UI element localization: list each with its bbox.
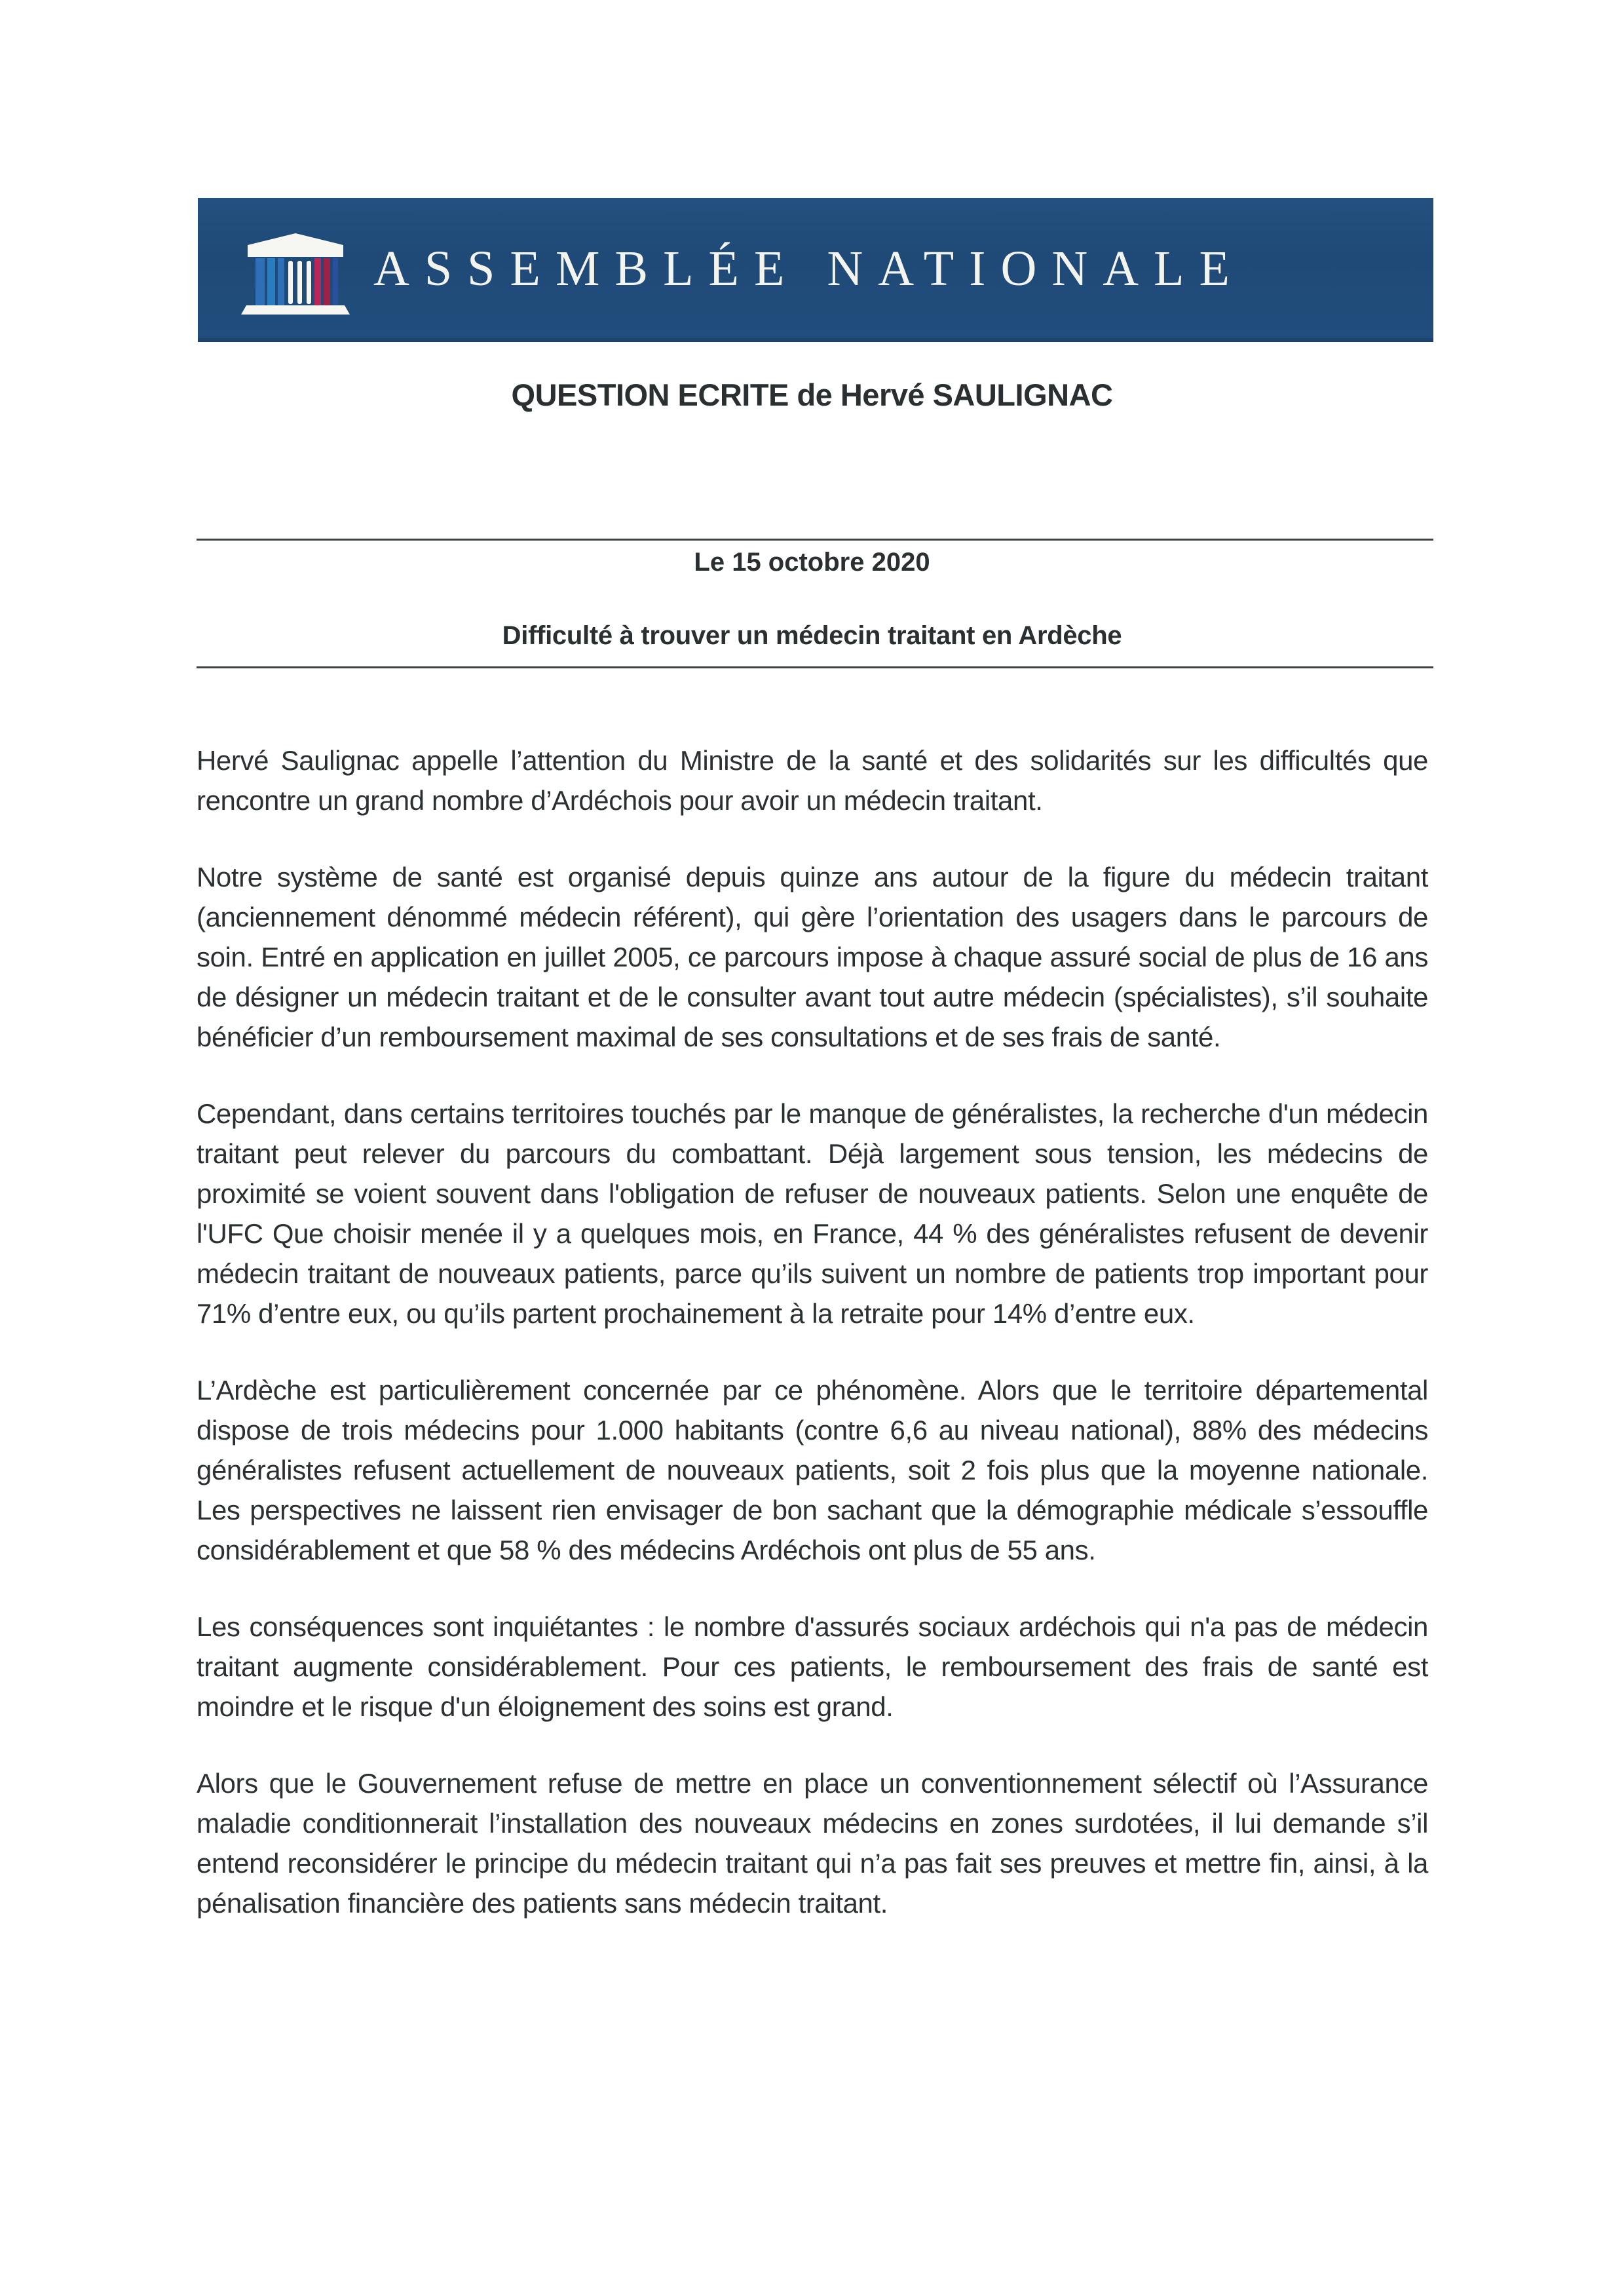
document-body <box>197 740 1428 1960</box>
paragraph-shortage: Cependant, dans certains territoires touchés par le manque de généralistes, la recherche d'un médecin traitant peut relever du parcours du combattant. Déjà largement sous tension, les médecins de proximité se voient souvent dans l'obligation de refuser de nouveaux patients. Selon une enquête de l'UFC Que choisir menée il y a quelques mois, en France, 44 % des généralistes refusent de devenir médecin traitant de nouveaux patients, parce qu’ils suivent un nombre de patients trop important pour 71% d’entre eux, ou qu’ils partent prochainement à la retraite pour 14% d’entre eux. <box>197 1098 1428 1329</box>
paragraph-system: Notre système de santé est organisé depuis quinze ans autour de la figure du médecin traitant (anciennement dénommé médecin référent), qui gère l’orientation des usagers dans le parcours de soin. Entré en application en juillet 2005, ce parcours impose à chaque assuré social de plus de 16 ans de désigner un médecin traitant et de le consulter avant tout autre médecin (spécialistes), s’il souhaite bénéficier d’un remboursement maximal de ses consultations et de ses frais de santé. <box>197 862 1428 1052</box>
bottom-divider <box>197 666 1433 668</box>
parliament-building-icon <box>241 232 350 315</box>
paragraph-consequences: Les conséquences sont inquiétantes : le nombre d'assurés sociaux ardéchois qui n'a pas de médecin traitant augmente considérablement. Pour ces patients, le remboursement des frais de santé est moindre et le risque d'un éloignement des soins est grand. <box>197 1611 1428 1722</box>
document-title: QUESTION ECRITE de Hervé SAULIGNAC <box>511 377 1113 412</box>
paragraph-request: Alors que le Gouvernement refuse de mettre en place un conventionnement sélectif où l’Assurance maladie conditionnerait l’installation des nouveaux médecins en zones surdotées, il lui demande s’il entend reconsidérer le principe du médecin traitant qui n’a pas fait ses preuves et mettre fin, ainsi, à la pénalisation financière des patients sans médecin traitant. <box>197 1768 1428 1919</box>
top-divider <box>197 539 1433 541</box>
paragraph-ardeche: L’Ardèche est particulièrement concernée par ce phénomène. Alors que le territoire départemental dispose de trois médecins pour 1.000 habitants (contre 6,6 au niveau national), 88% des médecins généralistes refusent actuellement de nouveaux patients, soit 2 fois plus que la moyenne nationale. Les perspectives ne laissent rien envisager de bon sachant que la démographie médicale s’essouffle considérablement et que 58 % des médecins Ardéchois ont plus de 55 ans. <box>197 1375 1428 1565</box>
paragraph-intro: Hervé Saulignac appelle l’attention du Ministre de la santé et des solidarités sur les difficultés que rencontre un grand nombre d’Ardéchois pour avoir un médecin traitant. <box>197 745 1428 816</box>
document-date: Le 15 octobre 2020 <box>694 548 930 577</box>
assemblee-nationale-banner <box>198 198 1433 342</box>
institution-name: ASSEMBLÉE NATIONALE <box>373 241 1245 296</box>
document-subject: Difficulté à trouver un médecin traitant en Ardèche <box>502 621 1122 650</box>
